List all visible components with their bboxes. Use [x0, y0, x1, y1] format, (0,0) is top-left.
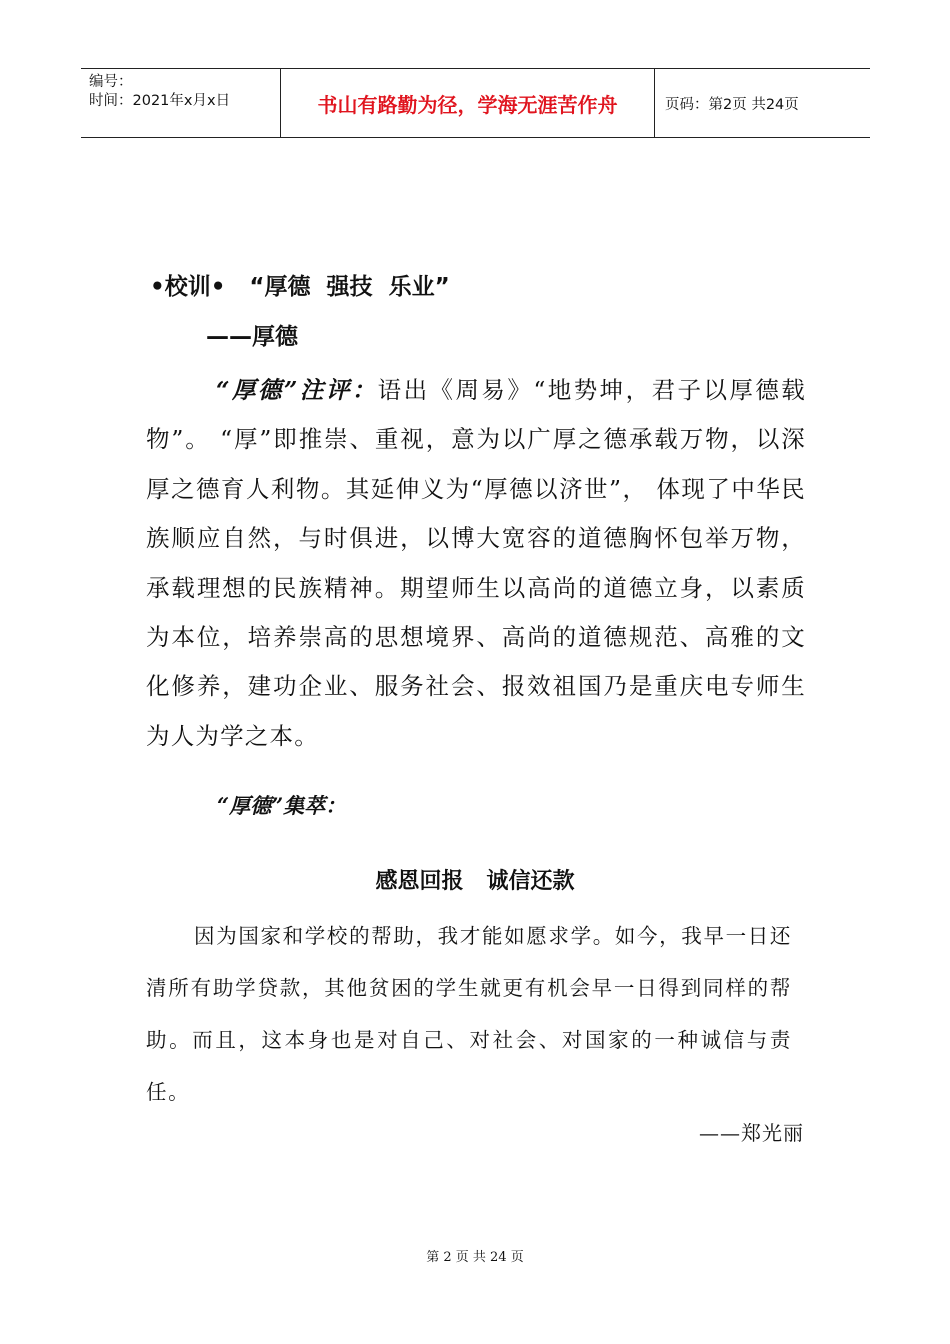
commentary-paragraph: [146, 366, 806, 761]
header-meta: [81, 69, 281, 137]
story-author: ——郑光丽: [699, 1121, 804, 1145]
date-label: 时间：2021年x月x日: [89, 93, 231, 109]
story-body: 因为国家和学校的帮助，我才能如愿求学。如今，我早一日还清所有助学贷款，其他贫困的学生就更有机会早一日得到同样的帮助。而且，这本身也是对自己、对社会、对国家的一种诚信与责任。: [146, 924, 792, 1104]
page-footer: 第 2 页 共 24 页: [426, 1250, 524, 1265]
story-paragraph: [146, 910, 792, 1118]
number-label: 编号：: [89, 74, 133, 90]
story-title: [0, 864, 950, 895]
header-motto: 书山有路勤为径，学海无涯苦作舟: [281, 69, 655, 137]
header-table: [81, 68, 870, 138]
school-motto: •校训• “厚德 强技 乐业”: [150, 274, 450, 300]
commentary-text: 语出《周易》“地势坤，君子以厚德载物”。 “厚”即推崇、重视，意为以广厚之德承载万物，以深厚之德育人利物。其延伸义为“厚德以济世”， 体现了中华民族顺应自然，与时俱进，以博大宽容的道德胸怀包举万物，承载理想的民族精神。期望师生以高尚的道德立身，以素质为本位，培养崇高的思想境界、高尚的道德规范、高雅的文化修养，建功企业、服务社会、报效祖国乃是重庆电专师生为人为学之本。: [146, 376, 806, 750]
motto-subtitle: ——厚德: [206, 324, 298, 350]
collection-label: “厚德”集萃：: [217, 793, 347, 818]
commentary-label: “厚德”注评：: [216, 376, 378, 404]
story-title-text: 感恩回报 诚信还款: [375, 869, 575, 894]
header-page-info: 页码：第2页 共24页: [665, 96, 799, 113]
